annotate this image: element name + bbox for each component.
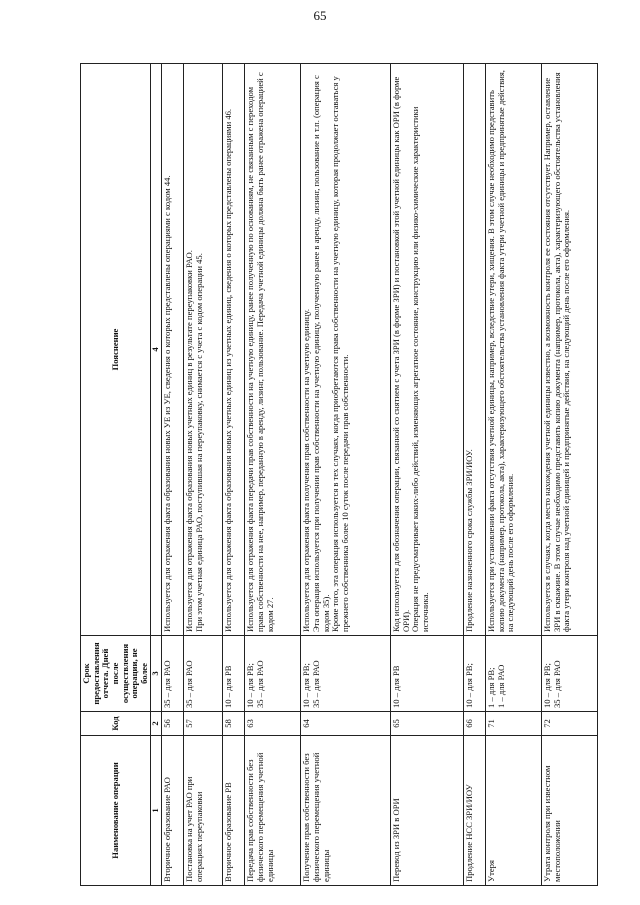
column-number: 4 — [151, 64, 162, 636]
column-number: 2 — [151, 712, 162, 736]
deadline-line: 35 – для РАО — [184, 660, 195, 708]
operation-code-cell: 63 — [245, 712, 301, 736]
operation-name-cell: Передача прав собственности без физического перемещения учетной единицы — [245, 736, 301, 886]
explanation-paragraph: Код используется для обозначения операции, связанной со снятием с учета ЗРИ (в форме ЗРИ) и постановкой этой учетной единицы как ОРИ (в форме ОРИ). — [391, 76, 411, 632]
explanation-cell — [542, 64, 598, 636]
explanation-paragraph: Используется для отражения факта получения прав собственности на учетную единицу. — [301, 308, 312, 632]
table-row — [301, 64, 391, 886]
operations-table — [80, 63, 598, 886]
table-row — [391, 64, 464, 886]
header-code: Код — [81, 712, 151, 736]
operation-code-cell: 56 — [162, 712, 184, 736]
operation-name-cell: Вторичное образование РВ — [223, 736, 245, 886]
deadline-line: 10 – для РВ; — [245, 663, 256, 708]
operation-code-cell: 57 — [184, 712, 223, 736]
table-body — [162, 64, 598, 886]
explanation-paragraph: Используется для отражения факта образования новых учетных единиц в результате переупаковки РАО. — [184, 250, 195, 632]
deadline-line: 35 – для РАО — [254, 660, 265, 708]
deadline-line: 10 – для РВ; — [463, 663, 474, 708]
deadline-cell — [486, 636, 542, 712]
header-op-name: Наименование операции — [81, 736, 151, 886]
explanation-cell — [391, 64, 464, 636]
explanation-cell — [301, 64, 391, 636]
explanation-paragraph: Эта операция используется при получении прав собственности на учетную единицу, полученную ранее в аренду, лизинг, пользование и т.п. (операция с кодом 35). — [310, 75, 331, 632]
operation-code-cell: 65 — [391, 712, 464, 736]
deadline-line: 35 – для РАО — [162, 660, 172, 708]
operation-code-cell: 71 — [486, 712, 542, 736]
operation-name-cell: Постановка на учет РАО при операциях переупаковки — [184, 736, 223, 886]
explanation-paragraph: Операция не предусматривает каких-либо действий, изменяющих агрегатное состояние, конструкцию или физико-химические характеристики источника. — [410, 106, 430, 632]
operation-code-cell: 72 — [542, 712, 598, 736]
explanation-paragraph: Используется при установлении факта отсутствия учетной единицы, например, вследствие утери, хищения. В этом случае необходимо представить копию документа (например, протокола, акта), характеризующего обстоятельства установления факта утери учетной единицы и предпринятые действия, на следующий день после его оформления. — [486, 70, 516, 632]
explanation-paragraph: Используется для отражения факта образования новых учетных единиц из учетных единиц, сведения о которых представлены операциями 46. — [223, 108, 234, 632]
explanation-paragraph: Используется для отражения факта передачи прав собственности на учетную единицу, ранее полученную по основаниям, не связанным с переходом права собственности на нее, например, переданную в аренду, лизинг, пользование. Передача учетной единицы должна быть ранее отражена операцией с кодом 27. — [245, 72, 275, 632]
explanation-cell — [223, 64, 245, 636]
table-row — [542, 64, 598, 886]
table-row — [162, 64, 184, 886]
explanation-paragraph: Продление назначенного срока службы ЗРИ/ИОУ. — [463, 449, 474, 632]
operation-name-cell: Утрата контроля при известном местоположении — [542, 736, 598, 886]
explanation-paragraph: Используется в случаях, когда место нахождения учетной единицы известно, а возможность контроля ее состояния отсутствует. Например, оставление ЗРИ в скважине. В этом случае необходимо представить копию документа (например, протокола, акта), характеризующего обстоятельства установления факта утери контроля над учетной единицей и предпринятые действия, на следующий день после его оформления. — [542, 72, 572, 632]
operation-code-cell: 66 — [463, 712, 485, 736]
explanation-paragraph: Используется для отражения факта образования новых УЕ из УЕ, сведения о которых представлены операциями с кодом 44. — [162, 175, 172, 632]
deadline-line: 35 – для РАО — [310, 660, 321, 708]
table-row — [223, 64, 245, 886]
table-area — [80, 64, 598, 886]
explanation-cell — [245, 64, 301, 636]
deadline-line: 10 – для РВ; — [301, 663, 312, 708]
table-row — [486, 64, 542, 886]
operation-name-cell: Продление НСС ЗРИ/ИОУ — [463, 736, 485, 886]
explanation-cell — [184, 64, 223, 636]
deadline-line: 1 – для РВ; — [486, 667, 497, 708]
explanation-paragraph: При этом учетная единица РАО, поступившая на переупаковку, снимается с учета с кодом операции 45. — [193, 253, 204, 632]
deadline-cell — [223, 636, 245, 712]
deadline-line: 10 – для РВ; — [542, 663, 552, 708]
deadline-cell — [463, 636, 485, 712]
deadline-cell — [391, 636, 464, 712]
deadline-line: 10 – для РВ — [223, 665, 234, 708]
explanation-paragraph: Кроме того, эта операция используется в тех случаях, когда приобретаются права собственности на учетную единицу, которая продолжает оставаться у прежнего собственника более 10 суток после передачи прав собственности. — [330, 76, 350, 632]
table-row — [245, 64, 301, 886]
deadline-cell — [542, 636, 598, 712]
explanation-cell — [463, 64, 485, 636]
deadline-line: 10 – для РВ — [391, 665, 402, 708]
header-explanation: Пояснение — [81, 64, 151, 636]
explanation-cell — [486, 64, 542, 636]
column-number-row — [151, 64, 162, 886]
operation-code-cell: 64 — [301, 712, 391, 736]
operation-name-cell: Вторичное образование РАО — [162, 736, 184, 886]
operation-name-cell: Получение прав собственности без физического перемещения учетной единицы — [301, 736, 391, 886]
header-row — [81, 64, 151, 886]
deadline-cell — [184, 636, 223, 712]
operation-code-cell: 58 — [223, 712, 245, 736]
column-number: 3 — [151, 636, 162, 712]
deadline-line: 1 – для РАО — [495, 664, 506, 708]
table-row — [184, 64, 223, 886]
table-row — [463, 64, 485, 886]
deadline-cell — [245, 636, 301, 712]
page-number: 65 — [313, 8, 327, 23]
column-number: 1 — [151, 736, 162, 886]
deadline-cell — [162, 636, 184, 712]
explanation-cell — [162, 64, 184, 636]
operation-name-cell: Перевод из ЗРИ в ОРИ — [391, 736, 464, 886]
header-deadline: Срок предоставления отчета. Дней после осуществления операции, не более — [81, 636, 151, 712]
deadline-line: 35 – для РАО — [551, 660, 562, 708]
deadline-cell — [301, 636, 391, 712]
operation-name-cell: Утеря — [486, 736, 542, 886]
